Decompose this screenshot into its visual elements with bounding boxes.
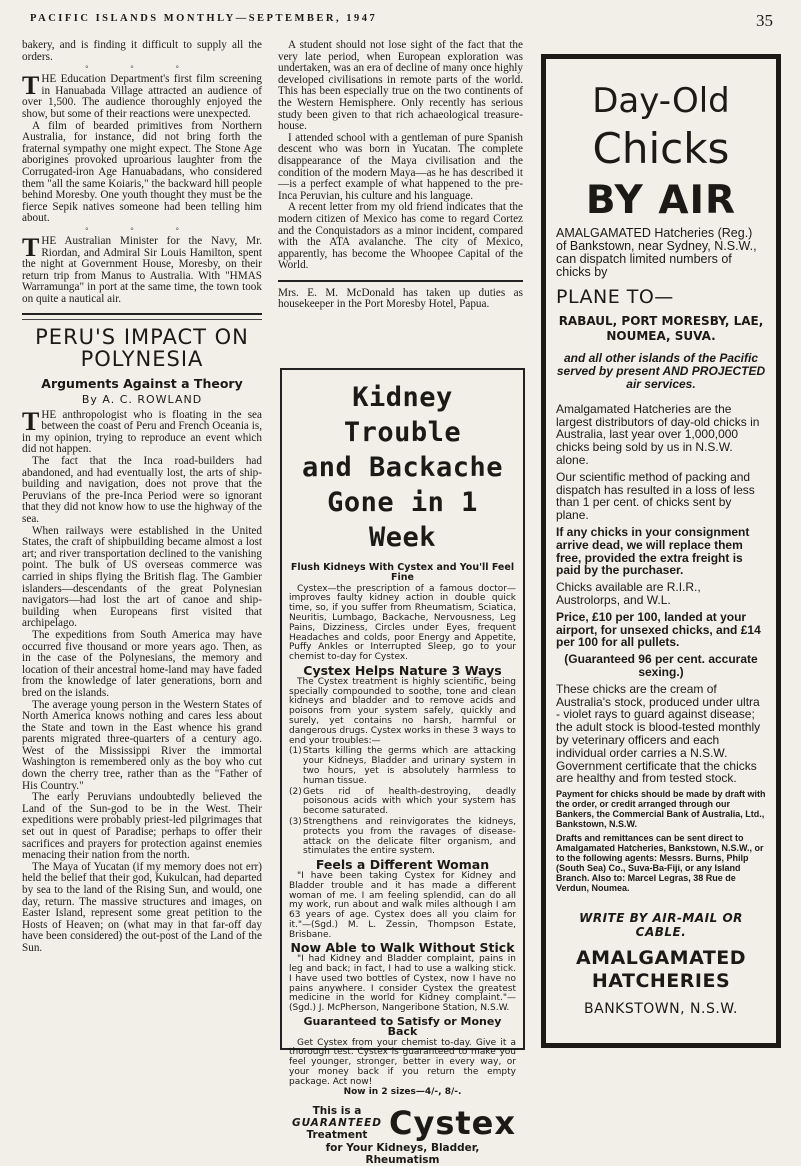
ad-subheading: Now Able to Walk Without Stick	[290, 940, 515, 956]
ad-list-item	[289, 818, 516, 857]
article-byline: By A. C. ROWLAND	[81, 393, 203, 407]
ad-destinations: RABAUL, PORT MORESBY, LAE, NOUMEA, SUVA.	[558, 313, 764, 343]
ad-fine-print: Drafts and remittances can be sent direct to Amalgamated Hatcheries, Bankstown, N.S.W., or to the following agents: Messrs. Burns, Philp (South Sea) Co., Suva-Ba-Fiji, or any Island Branch. Also to: Marcel Legras, 38 Rue de Verdun, Noumea.	[556, 833, 764, 894]
ad-guarantee-line: Treatment	[306, 1129, 368, 1142]
ad-testimonial: "I had Kidney and Bladder complaint, pains in leg and back; in fact, I had to use a walking stick. I have used two bottles of Cystex, now I have no pains anywhere. I consider Cystex the greatest medicine in the world for Kidney complaint."—(Sgd.) J. McPherson, Nangeribone Station, N.S.W.	[289, 954, 516, 1014]
ad-list-text: Gets rid of health-destroying, deadly poisonous acids with which your system has become saturated.	[303, 786, 516, 817]
ad-paragraph: and all other islands of the Pacific served by present AND PROJECTED air services.	[556, 350, 766, 391]
personal-note: Mrs. E. M. McDonald has taken up duties as housekeeper in the Port Moresby Hotel, Papua.	[278, 286, 523, 311]
ad-paragraph: (Guaranteed 96 per cent. accurate sexing.)	[564, 652, 758, 679]
ornament-divider: ° ° °	[85, 64, 199, 74]
ad-guarantee-line: This is a	[312, 1105, 362, 1118]
article-paragraph: A student should not lose sight of the fact that the very late period, when European exploration was undertaken, was an era of decline of many once highly developed civilisations in remote parts of the world. This has been especially true on the two continents of the Western Hemisphere. Only recently has serious study been given to that rich achaeological treasure-house.	[278, 39, 523, 133]
ad-list-item	[289, 747, 516, 786]
section-rule	[278, 280, 523, 282]
ad-headline-line: Chicks	[592, 124, 730, 173]
ad-subheading: Feels a Different Woman	[315, 857, 490, 873]
article-paragraph: When railways were established in the United States, the craft of shipbuilding became almost a lost art; and river transportation declined to the vanishing point. The bulk of US overseas commerce was carried in ships flying the British flag. The Gambier islanders—descendants of the great Polynesian navigators—had lost the art of canoe and ship-building when Europeans first visited that archipelago.	[22, 524, 262, 630]
ad-paragraph: Cystex—the prescription of a famous doctor—improves faulty kidney action in double quick time, so, if you suffer from Rheumatism, Sciatica, Neuritis, Lumbago, Backache, Nervousness, Leg Pains, Dizziness, Circles under Eyes, frequent Headaches and colds, poor Energy and Appetite, Puffy Ankles or Interrupted Sleep, go to your chemist to-day for Cystex.	[289, 583, 516, 663]
article-subtitle: Arguments Against a Theory	[41, 376, 243, 392]
ad-headline-line: Kidney Trouble	[343, 382, 462, 448]
ad-paragraph: Get Cystex from your chemist to-day. Give it a thorough test. Cystex is guaranteed to make you feel younger, stronger, better in every way, or your money back if you return the empty package. Act now!	[289, 1037, 516, 1087]
ad-price: Price, £10 per 100, landed at your airport, for unsexed chicks, and £14 per 100 for all pullets.	[556, 609, 761, 650]
ornament-divider: ° ° °	[85, 225, 199, 235]
ad-paragraph: Chicks available are R.I.R., Austrolorps, and W.L.	[556, 580, 701, 607]
article-paragraph: THE anthropologist who is floating in the sea between the coast of Peru and French Oceania is, in my opinion, trying to reproduce an event which did not happen.	[22, 406, 262, 456]
ad-list-item	[289, 788, 516, 817]
article-paragraph: The Maya of Yucatan (if my memory does not err) held the belief that their god, Kukulcan, had departed by sea to the land of the Rising Sun, and would, one day, return. The massive structures and images, on Easter Island, represent some great petition to the Hosts of Heaven; on (what may in that far-off day have been considered) the out-post of the Land of the Sun.	[22, 860, 262, 954]
chicks-advertisement	[541, 54, 781, 1048]
news-item-paragraph: THE Australian Minister for the Navy, Mr. Riordan, and Admiral Sir Louis Hamilton, spent the night at Government House, Moresby, on their return trip from Manus to Australia. With "HMAS Warramunga" in port at the same time, the town took on quite a nautical air.	[22, 232, 262, 305]
ad-headline	[289, 380, 516, 555]
ad-guarantee-line: GUARANTEED	[291, 1117, 382, 1130]
article-paragraph: I attended school with a gentleman of pure Spanish descent who was born in Yucatan. The complete disappearance of the Maya civilisation and the condition of the modern Maya—as he has described it—is a perfect example of what happened to the pre-Inca Peruvian, his culture and his language.	[278, 131, 523, 202]
article-title: PERU'S IMPACT ON POLYNESIA	[35, 325, 249, 372]
ad-paragraph: These chicks are the cream of Australia's stock, produced under ultra - violet rays to guard against disease; the adult stock is blood-tested monthly by veterinary officers and each individual order carries a N.S.W. Government certificate that the chicks are healthy and from tested stock.	[556, 681, 761, 786]
ad-contact: WRITE BY AIR-MAIL OR CABLE.	[579, 911, 743, 940]
ad-subheading: Guaranteed to Satisfy or Money Back	[303, 1015, 502, 1038]
ad-list-number: (1)	[289, 746, 302, 757]
ad-list-number: (2)	[289, 786, 302, 797]
article-paragraph: The average young person in the Western States of North America knows nothing and cares less about the State and town in the East whence his grand parents migrated three-quarters of a century ago. West of the Mississippi River the immortal Washington is remembered only as the boy who cut down the cherry tree, rather than as the "Father of His Country."	[22, 698, 262, 792]
company-name-line: AMALGAMATED	[575, 947, 747, 970]
cystex-advertisement	[280, 368, 525, 1166]
column-middle	[278, 40, 523, 311]
page-number: 35	[756, 11, 773, 30]
ad-tagline: for Your Kidneys, Bladder, Rheumatism	[325, 1142, 480, 1166]
ad-headline-line: BY AIR	[585, 178, 737, 223]
ad-intro: AMALGAMATED Hatcheries (Reg.) of Bankstown, near Sydney, N.S.W., can dispatch limited numbers of chicks by	[556, 226, 757, 279]
brand-logo: Cystex	[388, 1104, 516, 1143]
news-item-paragraph: THE Education Department's first film screening in Hanuabada Village attracted an audience of over 1,500. The audience thoroughly enjoyed the show, but some of their reactions were unexpected.	[22, 71, 262, 120]
ad-list-text: Strengthens and reinvigorates the kidneys, protects you from the ravages of disease-attack on the delicate filter organism, and stimulates the entire system.	[303, 816, 516, 857]
ad-headline-line: and Backache	[301, 452, 504, 483]
ad-paragraph: Our scientific method of packing and dispatch has resulted in a loss of less than 1 per cent. of chicks sent by plane.	[556, 469, 755, 523]
ad-sizes: Now in 2 sizes—4/-, 8/-.	[343, 1086, 462, 1097]
ad-footer	[289, 1105, 516, 1141]
column-left	[22, 40, 262, 955]
ad-paragraph: If any chicks in your consignment arrive dead, we will replace them free, provided the extra freight is paid by the purchaser.	[556, 524, 750, 578]
section-rule	[22, 319, 262, 320]
article-paragraph: The fact that the Inca road-builders had abandoned, and had eventually lost, the arts of ship-building and navigation, does not prove that the Peruvians of the pre-Inca Period were so ignorant that they did not know how to use the highway of the sea.	[22, 455, 262, 525]
ad-headline-line: Day-Old	[592, 81, 730, 121]
ad-testimonial: "I have been taking Cystex for Kidney and Bladder trouble and it has made a different woman of me. I am feeling splendid, can do all my work, run about and walk miles although I am 63 years of age. Cystex does all you claim for it."—(Sgd.) M. L. Zessin, Thompson Estate, Brisbane.	[289, 870, 516, 940]
article-paragraph: The early Peruvians undoubtedly believed the Land of the Sun-god to be in the West. Their expeditions were probably priest-led pilgrimages that set out in quest of Paradise; perhaps to offer their sacrifices and prayers for protection against enemies menacing their nation from the north.	[22, 791, 262, 862]
ad-subheading: PLANE TO—	[556, 286, 674, 308]
ad-headline-line: Gone in 1 Week	[327, 487, 478, 553]
ad-list-number: (3)	[289, 816, 302, 827]
section-rule	[22, 313, 262, 315]
paragraph: bakery, and is finding it difficult to supply all the orders.	[22, 39, 262, 63]
news-item-paragraph: A film of bearded primitives from Northern Australia, for instance, did not bring forth the fraternal sympathy one might expect. The Stone Age aborigines provoked uproarious laughter from the Corrugated-iron Age Hanuabadans, who considered them "all the same Koiaris," the backward hill people behind Moresby. One youth thought they must be the fierce Sepik natives someone had been telling him about.	[22, 119, 262, 225]
ad-paragraph: The Cystex treatment is highly scientific, being specially compounded to soothe, tone and clean kidneys and bladder and to remove acids and poisons from your system safely, quickly and surely, yet contains no harsh, harmful or dangerous drugs. Cystex works in these 3 ways to end your troubles:—	[289, 676, 516, 746]
company-name	[556, 947, 766, 993]
ad-paragraph: Amalgamated Hatcheries are the largest distributors of day-old chicks in Australia, last year over 1,000,000 chicks being sold by us in N.S.W. alone.	[556, 401, 760, 467]
article-paragraph: A recent letter from my old friend indicates that the modern citizen of Mexico has come to regard Cortez and the Conquistadors as a minor incident, compared with the ATA avalanche. The city of Mexico, apparently, has become the Whoopee Capital of the World.	[278, 201, 523, 272]
company-location: BANKSTOWN, N.S.W.	[584, 1001, 738, 1018]
article-paragraph: The expeditions from South America may have occurred five thousand or more years ago. Then, as in the case of the Polynesians, the memory and location of their ancestral home-land may have faded from the knowledge of later generations, born and bred on the islands.	[22, 628, 262, 699]
ad-list	[289, 747, 516, 857]
ad-subheading: Cystex Helps Nature 3 Ways	[303, 662, 502, 678]
ad-guarantee-block	[289, 1105, 385, 1141]
running-head: PACIFIC ISLANDS MONTHLY—SEPTEMBER, 1947	[30, 13, 378, 24]
ad-list-text: Starts killing the germs which are attacking your Kidneys, Bladder and urinary system in two hours, yet is absolutely harmless to human tissue.	[303, 746, 516, 786]
ad-fine-print: Payment for chicks should be made by draft with the order, or credit arranged through our Bankers, the Commercial Bank of Australia, Ltd., Bankstown, N.S.W.	[556, 789, 766, 830]
company-name-line: HATCHERIES	[591, 970, 731, 993]
ad-subheading: Flush Kidneys With Cystex and You'll Feel Fine	[290, 562, 515, 583]
